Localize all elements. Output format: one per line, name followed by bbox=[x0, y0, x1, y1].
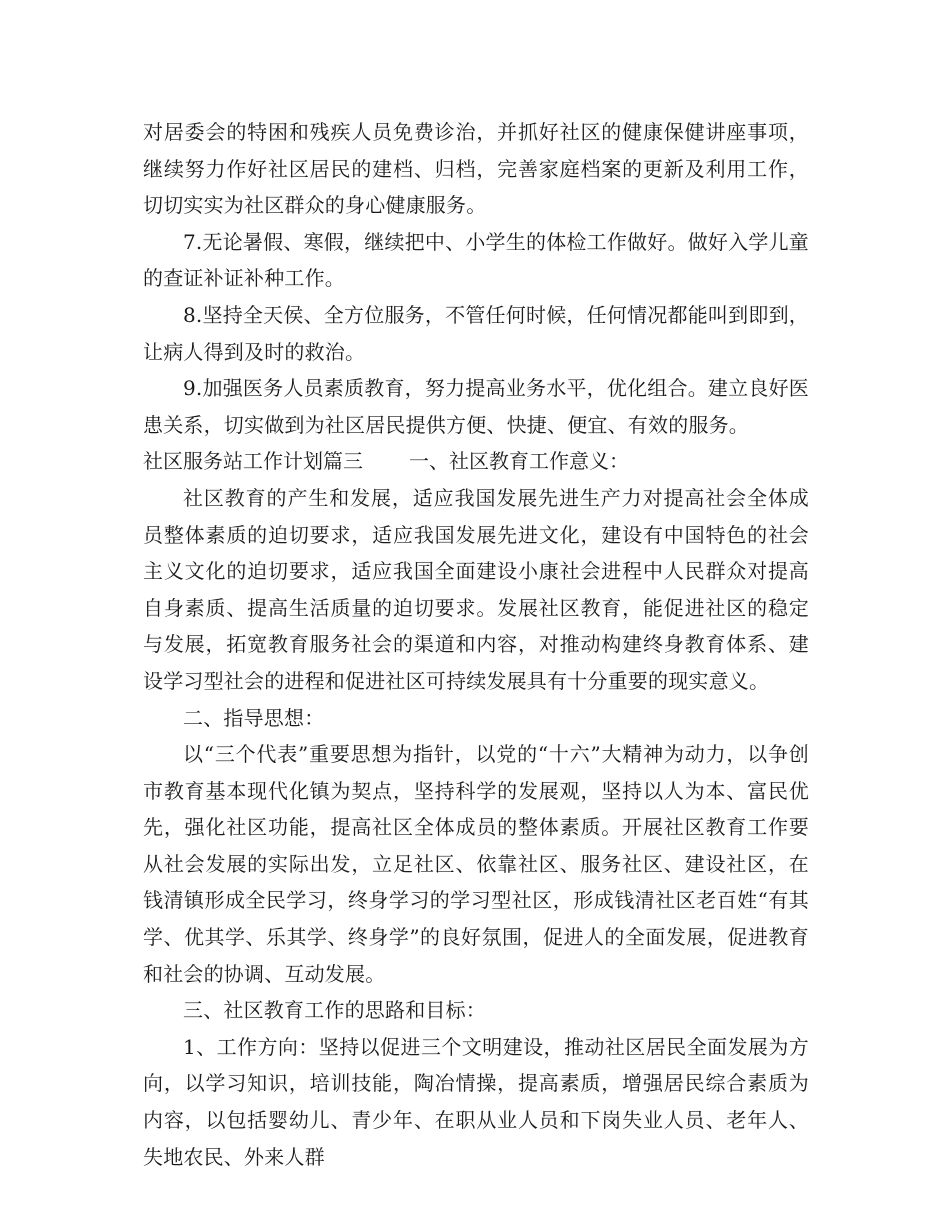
heading-guiding-ideology: 二、指导思想： bbox=[183, 705, 325, 730]
paragraph-item-9: 9.加强医务人员素质教育，努力提高业务水平，优化组合。建立良好医患关系，切实做到为社区居民提供方便、快捷、便宜、有效的服务。 bbox=[143, 376, 809, 437]
section-heading-title: 社区服务站工作计划篇三 bbox=[143, 449, 363, 474]
section-heading bbox=[143, 443, 809, 480]
paragraph-work-direction: 1、工作方向：坚持以促进三个文明建设，推动社区居民全面发展为方向，以学习知识，培训技能，陶冶情操，提高素质，增强居民综合素质为内容，以包括婴幼儿、青少年、在职从业人员和下岗失业人员、老年人、失地农民、外来人群 bbox=[143, 1034, 809, 1169]
document-body bbox=[143, 114, 809, 1175]
paragraph-item-8: 8.坚持全天侯、全方位服务，不管任何时候，任何情况都能叫到即到，让病人得到及时的救治。 bbox=[143, 302, 809, 364]
section-heading-subtitle: 一、社区教育工作意义： bbox=[409, 449, 629, 474]
paragraph-item-7: 7.无论暑假、寒假，继续把中、小学生的体检工作做好。做好入学儿童的查证补证补种工作。 bbox=[143, 229, 809, 291]
heading-ideas-and-goals: 三、社区教育工作的思路和目标： bbox=[183, 998, 486, 1023]
paragraph-continuation: 对居委会的特困和残疾人员免费诊治，并抓好社区的健康保健讲座事项，继续努力作好社区居民的建档、归档，完善家庭档案的更新及利用工作，切切实实为社区群众的身心健康服务。 bbox=[143, 120, 809, 218]
paragraph-education-significance: 社区教育的产生和发展，适应我国发展先进生产力对提高社会全体成员整体素质的迫切要求，适应我国发展先进文化，建设有中国特色的社会主义文化的迫切要求，适应我国全面建设小康社会进程中人民群众对提高自身素质、提高生活质量的迫切要求。发展社区教育，能促进社区的稳定与发展，拓宽教育服务社会的渠道和内容，对推动构建终身教育体系、建设学习型社会的进程和促进社区可持续发展具有十分重要的现实意义。 bbox=[143, 485, 809, 693]
paragraph-guiding-ideology: 以“三个代表”重要思想为指针，以党的“十六”大精神为动力，以争创市教育基本现代化镇为契点，坚持科学的发展观，坚持以人为本、富民优先，强化社区功能，提高社区全体成员的整体素质。开展社区教育工作要从社会发展的实际出发，立足社区、依靠社区、服务社区、建设社区，在钱清镇形成全民学习，终身学习的学习型社区，形成钱清社区老百姓“有其学、优其学、乐其学、终身学”的良好氛围，促进人的全面发展，促进教育和社会的协调、互动发展。 bbox=[143, 742, 809, 986]
